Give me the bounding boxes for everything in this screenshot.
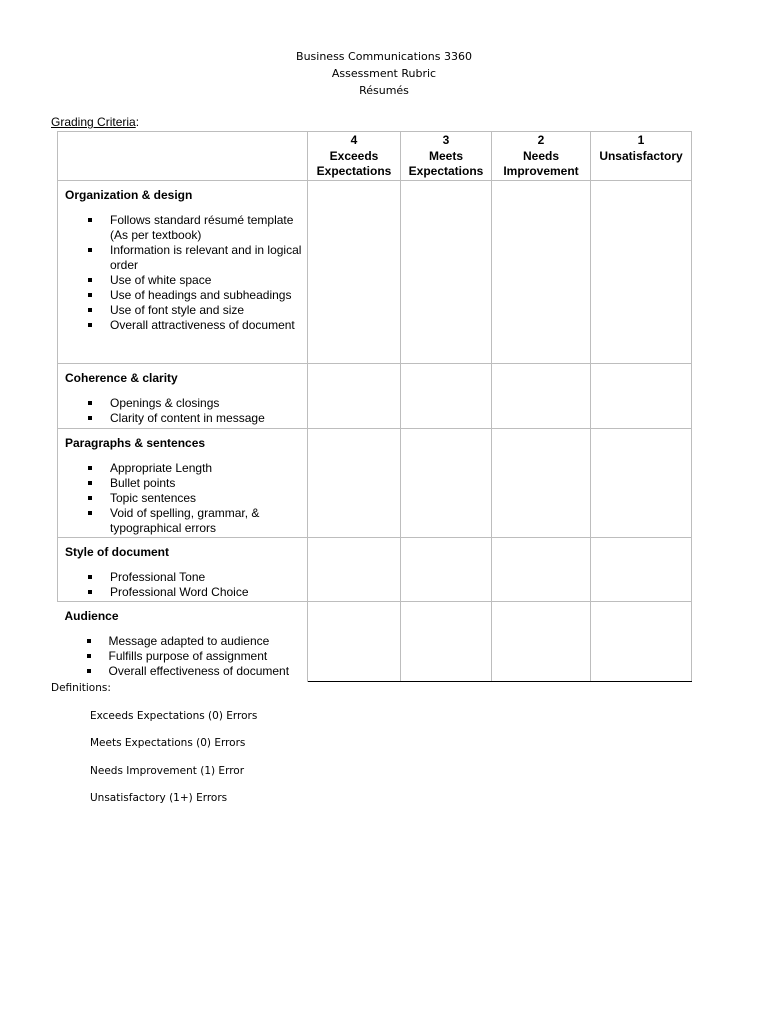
- score-cell: [591, 429, 692, 538]
- list-item: Appropriate Length: [65, 461, 307, 476]
- criteria-list: [65, 213, 307, 333]
- score-cell: [308, 538, 401, 602]
- score-cell: [401, 538, 492, 602]
- list-item: Overall effectiveness of document: [65, 664, 308, 679]
- list-item: Openings & closings: [65, 396, 307, 411]
- criteria-row-style: [58, 538, 692, 602]
- criteria-row-coherence: [58, 364, 692, 429]
- bullet-square-icon: [88, 401, 92, 405]
- list-item: Professional Tone: [65, 570, 307, 585]
- criteria-list: [65, 461, 307, 536]
- criteria-title: Organization & design: [65, 188, 193, 202]
- list-item: Overall attractiveness of document: [65, 318, 307, 333]
- criteria-cell: [58, 181, 308, 364]
- list-item: Use of headings and subheadings: [65, 288, 307, 303]
- score-cell: [492, 429, 591, 538]
- criteria-title: Coherence & clarity: [65, 371, 178, 385]
- criteria-row-organization: [58, 181, 692, 364]
- bullet-square-icon: [87, 654, 91, 658]
- definition-item: Exceeds Expectations (0) Errors: [90, 710, 258, 722]
- score-cell: [308, 364, 401, 429]
- criteria-list: [65, 396, 307, 426]
- bullet-square-icon: [87, 639, 91, 643]
- list-item: Bullet points: [65, 476, 307, 491]
- score-cell: [492, 364, 591, 429]
- definition-item: Needs Improvement (1) Error: [90, 765, 245, 777]
- list-item: Topic sentences: [65, 491, 307, 506]
- list-item: Void of spelling, grammar, & typographical errors: [65, 506, 307, 536]
- bullet-square-icon: [88, 511, 92, 515]
- grading-criteria-label: Grading Criteria:: [51, 115, 140, 129]
- criteria-title: Audience: [64, 609, 119, 623]
- score-cell: [308, 602, 401, 682]
- score-cell: [591, 602, 692, 682]
- criteria-row-paragraphs: [58, 429, 692, 538]
- criteria-cell: [58, 602, 308, 682]
- bullet-square-icon: [88, 590, 92, 594]
- definitions-label: Definitions:: [51, 682, 111, 694]
- column-header-2: 2 Needs Improvement: [492, 132, 591, 181]
- assignment-title: Résumés: [359, 84, 409, 97]
- column-header-4: 4 Exceeds Expectations: [308, 132, 401, 181]
- list-item: Message adapted to audience: [65, 634, 308, 649]
- criteria-row-audience: [58, 602, 692, 682]
- bullet-square-icon: [88, 293, 92, 297]
- criteria-list: [65, 634, 308, 679]
- criteria-cell: [58, 364, 308, 429]
- score-cell: [591, 181, 692, 364]
- score-cell: [401, 602, 492, 682]
- score-cell: [591, 538, 692, 602]
- document-header: [0, 48, 768, 99]
- bullet-square-icon: [88, 416, 92, 420]
- criteria-header-cell: [58, 132, 308, 181]
- rubric-title: Assessment Rubric: [331, 67, 437, 80]
- bullet-square-icon: [88, 308, 92, 312]
- score-cell: [308, 181, 401, 364]
- column-header-1: 1 Unsatisfactory: [591, 132, 692, 181]
- bullet-square-icon: [88, 323, 92, 327]
- bullet-square-icon: [88, 481, 92, 485]
- definition-item: Meets Expectations (0) Errors: [90, 737, 246, 749]
- score-cell: [401, 364, 492, 429]
- criteria-title: Paragraphs & sentences: [65, 436, 206, 450]
- list-item: Professional Word Choice: [65, 585, 307, 600]
- bullet-square-icon: [88, 496, 92, 500]
- score-cell: [401, 429, 492, 538]
- score-cell: [308, 429, 401, 538]
- course-title: Business Communications 3360: [296, 50, 472, 63]
- list-item: Follows standard résumé template (As per textbook): [65, 213, 307, 243]
- score-cell: [492, 538, 591, 602]
- bullet-square-icon: [88, 248, 92, 252]
- criteria-cell: [58, 429, 308, 538]
- bullet-square-icon: [88, 218, 92, 222]
- score-cell: [492, 181, 591, 364]
- list-item: Information is relevant and in logical order: [65, 243, 307, 273]
- bullet-square-icon: [88, 466, 92, 470]
- list-item: Fulfills purpose of assignment: [65, 649, 308, 664]
- column-header-3: 3 Meets Expectations: [401, 132, 492, 181]
- bullet-square-icon: [88, 278, 92, 282]
- list-item: Use of white space: [65, 273, 307, 288]
- rubric-table: [57, 131, 692, 682]
- criteria-list: [65, 570, 307, 600]
- bullet-square-icon: [88, 575, 92, 579]
- score-cell: [492, 602, 591, 682]
- score-cell: [591, 364, 692, 429]
- definition-item: Unsatisfactory (1+) Errors: [90, 792, 228, 804]
- score-cell: [401, 181, 492, 364]
- criteria-cell: [58, 538, 308, 602]
- criteria-title: Style of document: [65, 545, 170, 559]
- list-item: Clarity of content in message: [65, 411, 307, 426]
- list-item: Use of font style and size: [65, 303, 307, 318]
- bullet-square-icon: [87, 669, 91, 673]
- rubric-header-row: [58, 132, 692, 181]
